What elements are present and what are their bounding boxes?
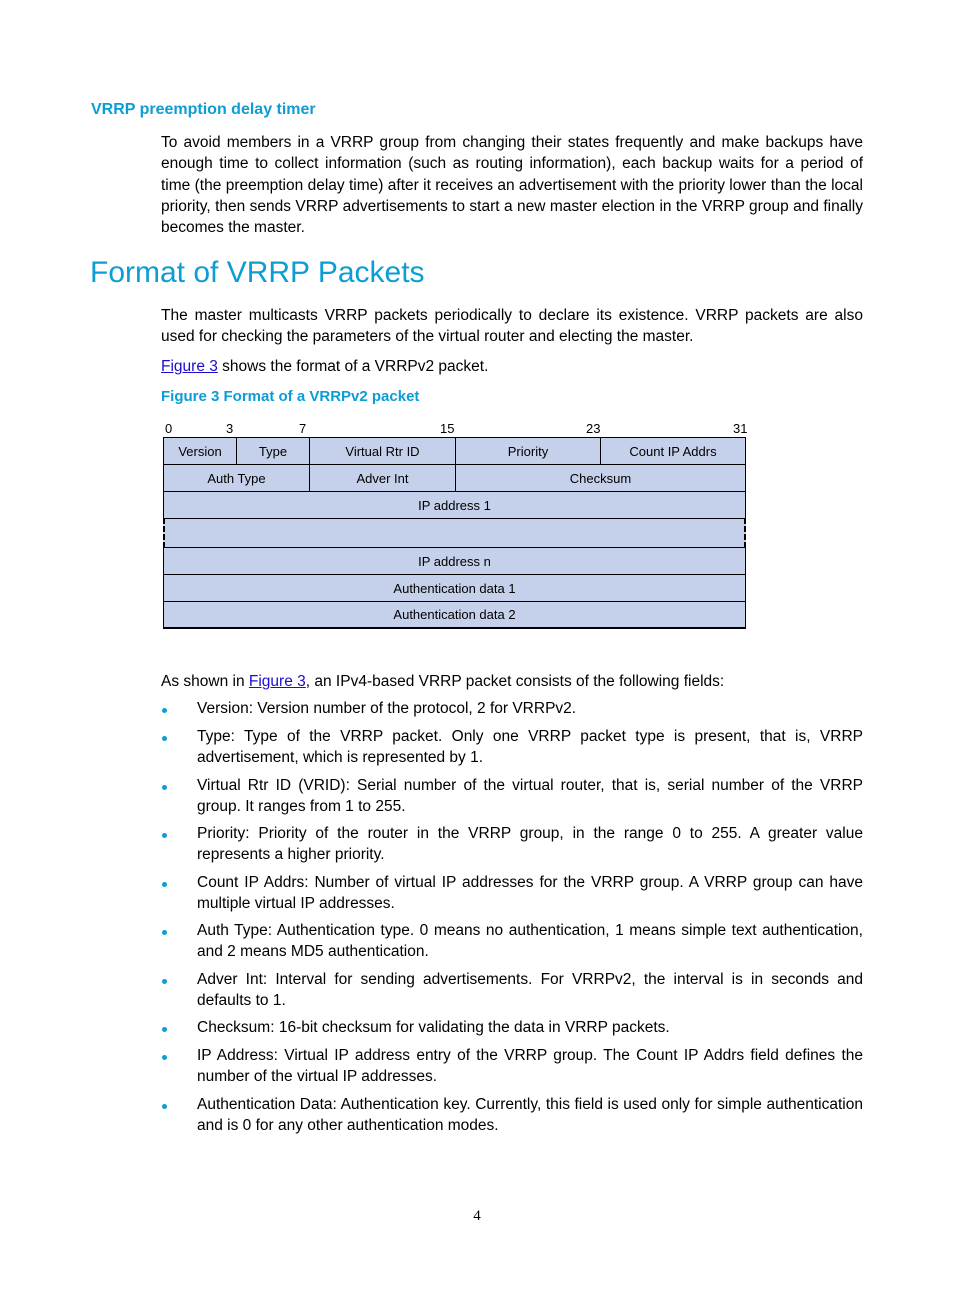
figure-caption: Figure 3 Format of a VRRPv2 packet bbox=[161, 388, 420, 405]
bullet-dot-icon bbox=[162, 1055, 167, 1060]
field-ip-address-gap bbox=[163, 518, 746, 548]
field-ip-address-n: IP address n bbox=[163, 547, 746, 575]
fields-lead-text-end: , an IPv4-based VRRP packet consists of the following fields: bbox=[305, 673, 725, 690]
figure-reference-paragraph bbox=[161, 356, 863, 377]
list-item: Priority: Priority of the router in the VRRP group, in the range 0 to 255. A greater value represents a higher priority. bbox=[197, 825, 863, 864]
fields-lead-text: As shown in bbox=[161, 673, 249, 690]
field-adver-int: Adver Int bbox=[309, 464, 456, 492]
field-virtual-rtr-id: Virtual Rtr ID bbox=[309, 437, 456, 465]
bullet-dot-icon bbox=[162, 930, 167, 935]
bullet-dot-icon bbox=[162, 708, 167, 713]
bullet-dot-icon bbox=[162, 785, 167, 790]
field-checksum: Checksum bbox=[455, 464, 746, 492]
list-item: Virtual Rtr ID (VRID): Serial number of the virtual router, that is, serial number of the VRRP group. It ranges from 1 to 255. bbox=[197, 777, 863, 816]
subheading-preemption-delay: VRRP preemption delay timer bbox=[91, 101, 316, 118]
bit-label: 31 bbox=[733, 421, 748, 436]
bit-label: 7 bbox=[299, 421, 307, 436]
list-item: Type: Type of the VRRP packet. Only one VRRP packet type is present, that is, VRRP advertisement, which is represented by 1. bbox=[197, 728, 863, 767]
bit-label: 3 bbox=[226, 421, 234, 436]
list-item: Authentication Data: Authentication key. Currently, this field is used only for simple authentication and is 0 for any other authentication modes. bbox=[197, 1096, 863, 1135]
fields-lead-paragraph bbox=[161, 671, 863, 692]
bit-label: 23 bbox=[586, 421, 601, 436]
list-item: Version: Version number of the protocol, 2 for VRRPv2. bbox=[197, 700, 577, 717]
list-item: Checksum: 16-bit checksum for validating the data in VRRP packets. bbox=[197, 1019, 670, 1036]
field-count-ip-addrs: Count IP Addrs bbox=[600, 437, 746, 465]
bullet-dot-icon bbox=[162, 882, 167, 887]
section-heading-format: Format of VRRP Packets bbox=[90, 256, 425, 289]
list-item: Auth Type: Authentication type. 0 means no authentication, 1 means simple text authentication, and 2 means MD5 authentication. bbox=[197, 922, 863, 961]
preemption-paragraph: To avoid members in a VRRP group from changing their states frequently and make backups have enough time to collect information (such as routing information), each backup waits for a period of time (the preemption delay time) after it receives an advertisement with the priority lower than the local priority, then sends VRRP advertisements to start a new master election in the VRRP group and finally becomes the master. bbox=[161, 134, 863, 237]
field-type: Type bbox=[236, 437, 310, 465]
field-auth-type: Auth Type bbox=[163, 464, 310, 492]
list-item: Adver Int: Interval for sending advertisements. For VRRPv2, the interval is in seconds and defaults to 1. bbox=[197, 971, 863, 1010]
bit-label: 0 bbox=[165, 421, 173, 436]
figure-reference-text: shows the format of a VRRPv2 packet. bbox=[217, 358, 489, 375]
format-intro-paragraph: The master multicasts VRRP packets periodically to declare its existence. VRRP packets are also used for checking the parameters of the virtual router and electing the master. bbox=[161, 307, 863, 346]
figure-3-link[interactable]: Figure 3 bbox=[248, 673, 306, 690]
list-item: IP Address: Virtual IP address entry of the VRRP group. The Count IP Addrs field defines the number of the virtual IP addresses. bbox=[197, 1047, 863, 1086]
bit-label: 15 bbox=[440, 421, 455, 436]
bullet-dot-icon bbox=[162, 736, 167, 741]
field-auth-data-1: Authentication data 1 bbox=[163, 574, 746, 602]
bullet-dot-icon bbox=[162, 1027, 167, 1032]
field-ip-address-1: IP address 1 bbox=[163, 491, 746, 519]
bullet-dot-icon bbox=[162, 833, 167, 838]
list-item: Count IP Addrs: Number of virtual IP addresses for the VRRP group. A VRRP group can have multiple virtual IP addresses. bbox=[197, 874, 863, 913]
field-auth-data-2: Authentication data 2 bbox=[163, 601, 746, 629]
bullet-dot-icon bbox=[162, 1104, 167, 1109]
figure-3-link[interactable]: Figure 3 bbox=[161, 358, 218, 375]
field-version: Version bbox=[163, 437, 237, 465]
bullet-dot-icon bbox=[162, 979, 167, 984]
field-priority: Priority bbox=[455, 437, 601, 465]
page-number: 4 bbox=[473, 1208, 481, 1224]
